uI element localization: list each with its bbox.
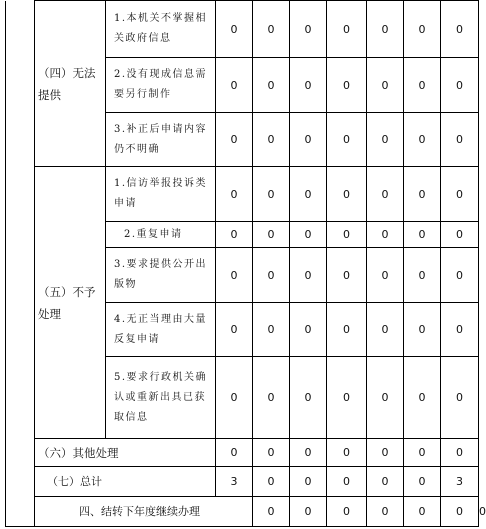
cell-value: 0 <box>367 248 404 303</box>
cell-value: 0 <box>216 113 253 167</box>
cell-value: 0 <box>327 222 367 248</box>
cell-value: 0 <box>216 58 253 113</box>
cell-value: 0 <box>216 222 253 248</box>
cell-value: 0 <box>253 467 290 497</box>
cell-value: 0 <box>290 303 327 357</box>
cell-value: 0 <box>441 1 479 58</box>
cell-value: 0 <box>367 113 404 167</box>
cell-value: 0 <box>441 113 479 167</box>
cell-value: 0 <box>253 497 290 527</box>
cell-value: 0 <box>216 303 253 357</box>
cell-value: 0 <box>216 1 253 58</box>
table-row <box>6 167 479 222</box>
cell-value: 0 <box>327 248 367 303</box>
cell-value: 0 <box>404 113 441 167</box>
cell-value: 0 <box>367 58 404 113</box>
table-row <box>6 467 479 497</box>
cell-value: 0 <box>327 113 367 167</box>
group-label-7: （七）总计 <box>35 467 216 497</box>
cell-value: 0 <box>404 222 441 248</box>
carryover-label: 四、结转下年度继续办理 <box>35 497 253 527</box>
cell-value: 0 <box>253 222 290 248</box>
cell-value: 0 <box>404 439 441 467</box>
item-label: 1.本机关不掌握相关政府信息 <box>106 1 216 58</box>
cell-value: 0 <box>290 167 327 222</box>
cell-value: 0 <box>441 58 479 113</box>
cell-value: 0 <box>290 497 327 527</box>
cell-value: 0 <box>216 248 253 303</box>
cell-value: 0 <box>404 467 441 497</box>
cell-value: 0 <box>404 1 441 58</box>
cell-value: 0 <box>253 167 290 222</box>
cell-value: 0 <box>327 1 367 58</box>
cell-value: 0 <box>253 58 290 113</box>
statistics-table <box>5 0 486 527</box>
cell-value: 0 <box>441 439 479 467</box>
cell-value: 0 <box>367 497 404 527</box>
item-label: 3.要求提供公开出版物 <box>106 248 216 303</box>
item-label: 4.无正当理由大量反复申请 <box>106 303 216 357</box>
item-label: 2.重复申请 <box>106 222 216 248</box>
cell-value: 0 <box>367 303 404 357</box>
cell-value: 0 <box>404 58 441 113</box>
cell-value: 0 <box>216 357 253 439</box>
item-label: 3.补正后申请内容仍不明确 <box>106 113 216 167</box>
cell-value: 0 <box>367 467 404 497</box>
cell-value: 0 <box>327 167 367 222</box>
cell-value: 0 <box>290 58 327 113</box>
cell-value: 0 <box>290 357 327 439</box>
table-row <box>6 439 479 467</box>
cell-value: 0 <box>290 248 327 303</box>
item-label: 1.信访举报投诉类申请 <box>106 167 216 222</box>
cell-value: 0 <box>253 303 290 357</box>
cell-value: 0 <box>367 222 404 248</box>
cell-value: 0 <box>404 167 441 222</box>
cell-value: 0 <box>441 303 479 357</box>
cell-value: 0 <box>216 439 253 467</box>
cell-value: 0 <box>441 248 479 303</box>
cell-value: 0 <box>441 497 479 527</box>
cell-value: 0 <box>327 497 367 527</box>
cell-value: 0 <box>367 439 404 467</box>
table-body <box>6 1 486 527</box>
cell-value: 3 <box>441 467 479 497</box>
cell-value: 0 <box>367 167 404 222</box>
cell-value: 0 <box>441 222 479 248</box>
cell-value: 0 <box>253 113 290 167</box>
group-label-5: （五）不予处理 <box>35 167 106 439</box>
cell-value: 0 <box>253 248 290 303</box>
table-row: 四、结转下年度继续办理 0 0 0 0 0 0 0 <box>6 497 479 527</box>
cell-value: 0 <box>367 1 404 58</box>
cell-value: 0 <box>290 222 327 248</box>
cell-value: 0 <box>327 439 367 467</box>
cell-value: 3 <box>216 467 253 497</box>
cell-value: 0 <box>367 357 404 439</box>
left-spacer-cell <box>6 1 35 527</box>
cell-value: 0 <box>290 113 327 167</box>
cell-value: 0 <box>327 58 367 113</box>
cell-value: 0 <box>404 357 441 439</box>
item-label: 2.没有现成信息需要另行制作 <box>106 58 216 113</box>
cell-value: 0 <box>404 497 441 527</box>
cell-value: 0 <box>216 167 253 222</box>
cell-value: 0 <box>290 439 327 467</box>
table-row <box>6 1 479 58</box>
cell-value: 0 <box>441 357 479 439</box>
cell-value: 0 <box>290 1 327 58</box>
cell-value: 0 <box>327 357 367 439</box>
item-label: 5.要求行政机关确认或重新出具已获取信息 <box>106 357 216 439</box>
cell-value: 0 <box>253 439 290 467</box>
cell-value: 0 <box>327 303 367 357</box>
cell-value: 0 <box>404 248 441 303</box>
group-label-4: （四）无法提供 <box>35 1 106 167</box>
cell-value: 0 <box>327 467 367 497</box>
cell-value: 0 <box>441 167 479 222</box>
group-label-6: （六）其他处理 <box>35 439 216 467</box>
cell-value: 0 <box>253 357 290 439</box>
cell-value: 0 <box>290 467 327 497</box>
cell-value: 0 <box>253 1 290 58</box>
cell-value: 0 <box>404 303 441 357</box>
